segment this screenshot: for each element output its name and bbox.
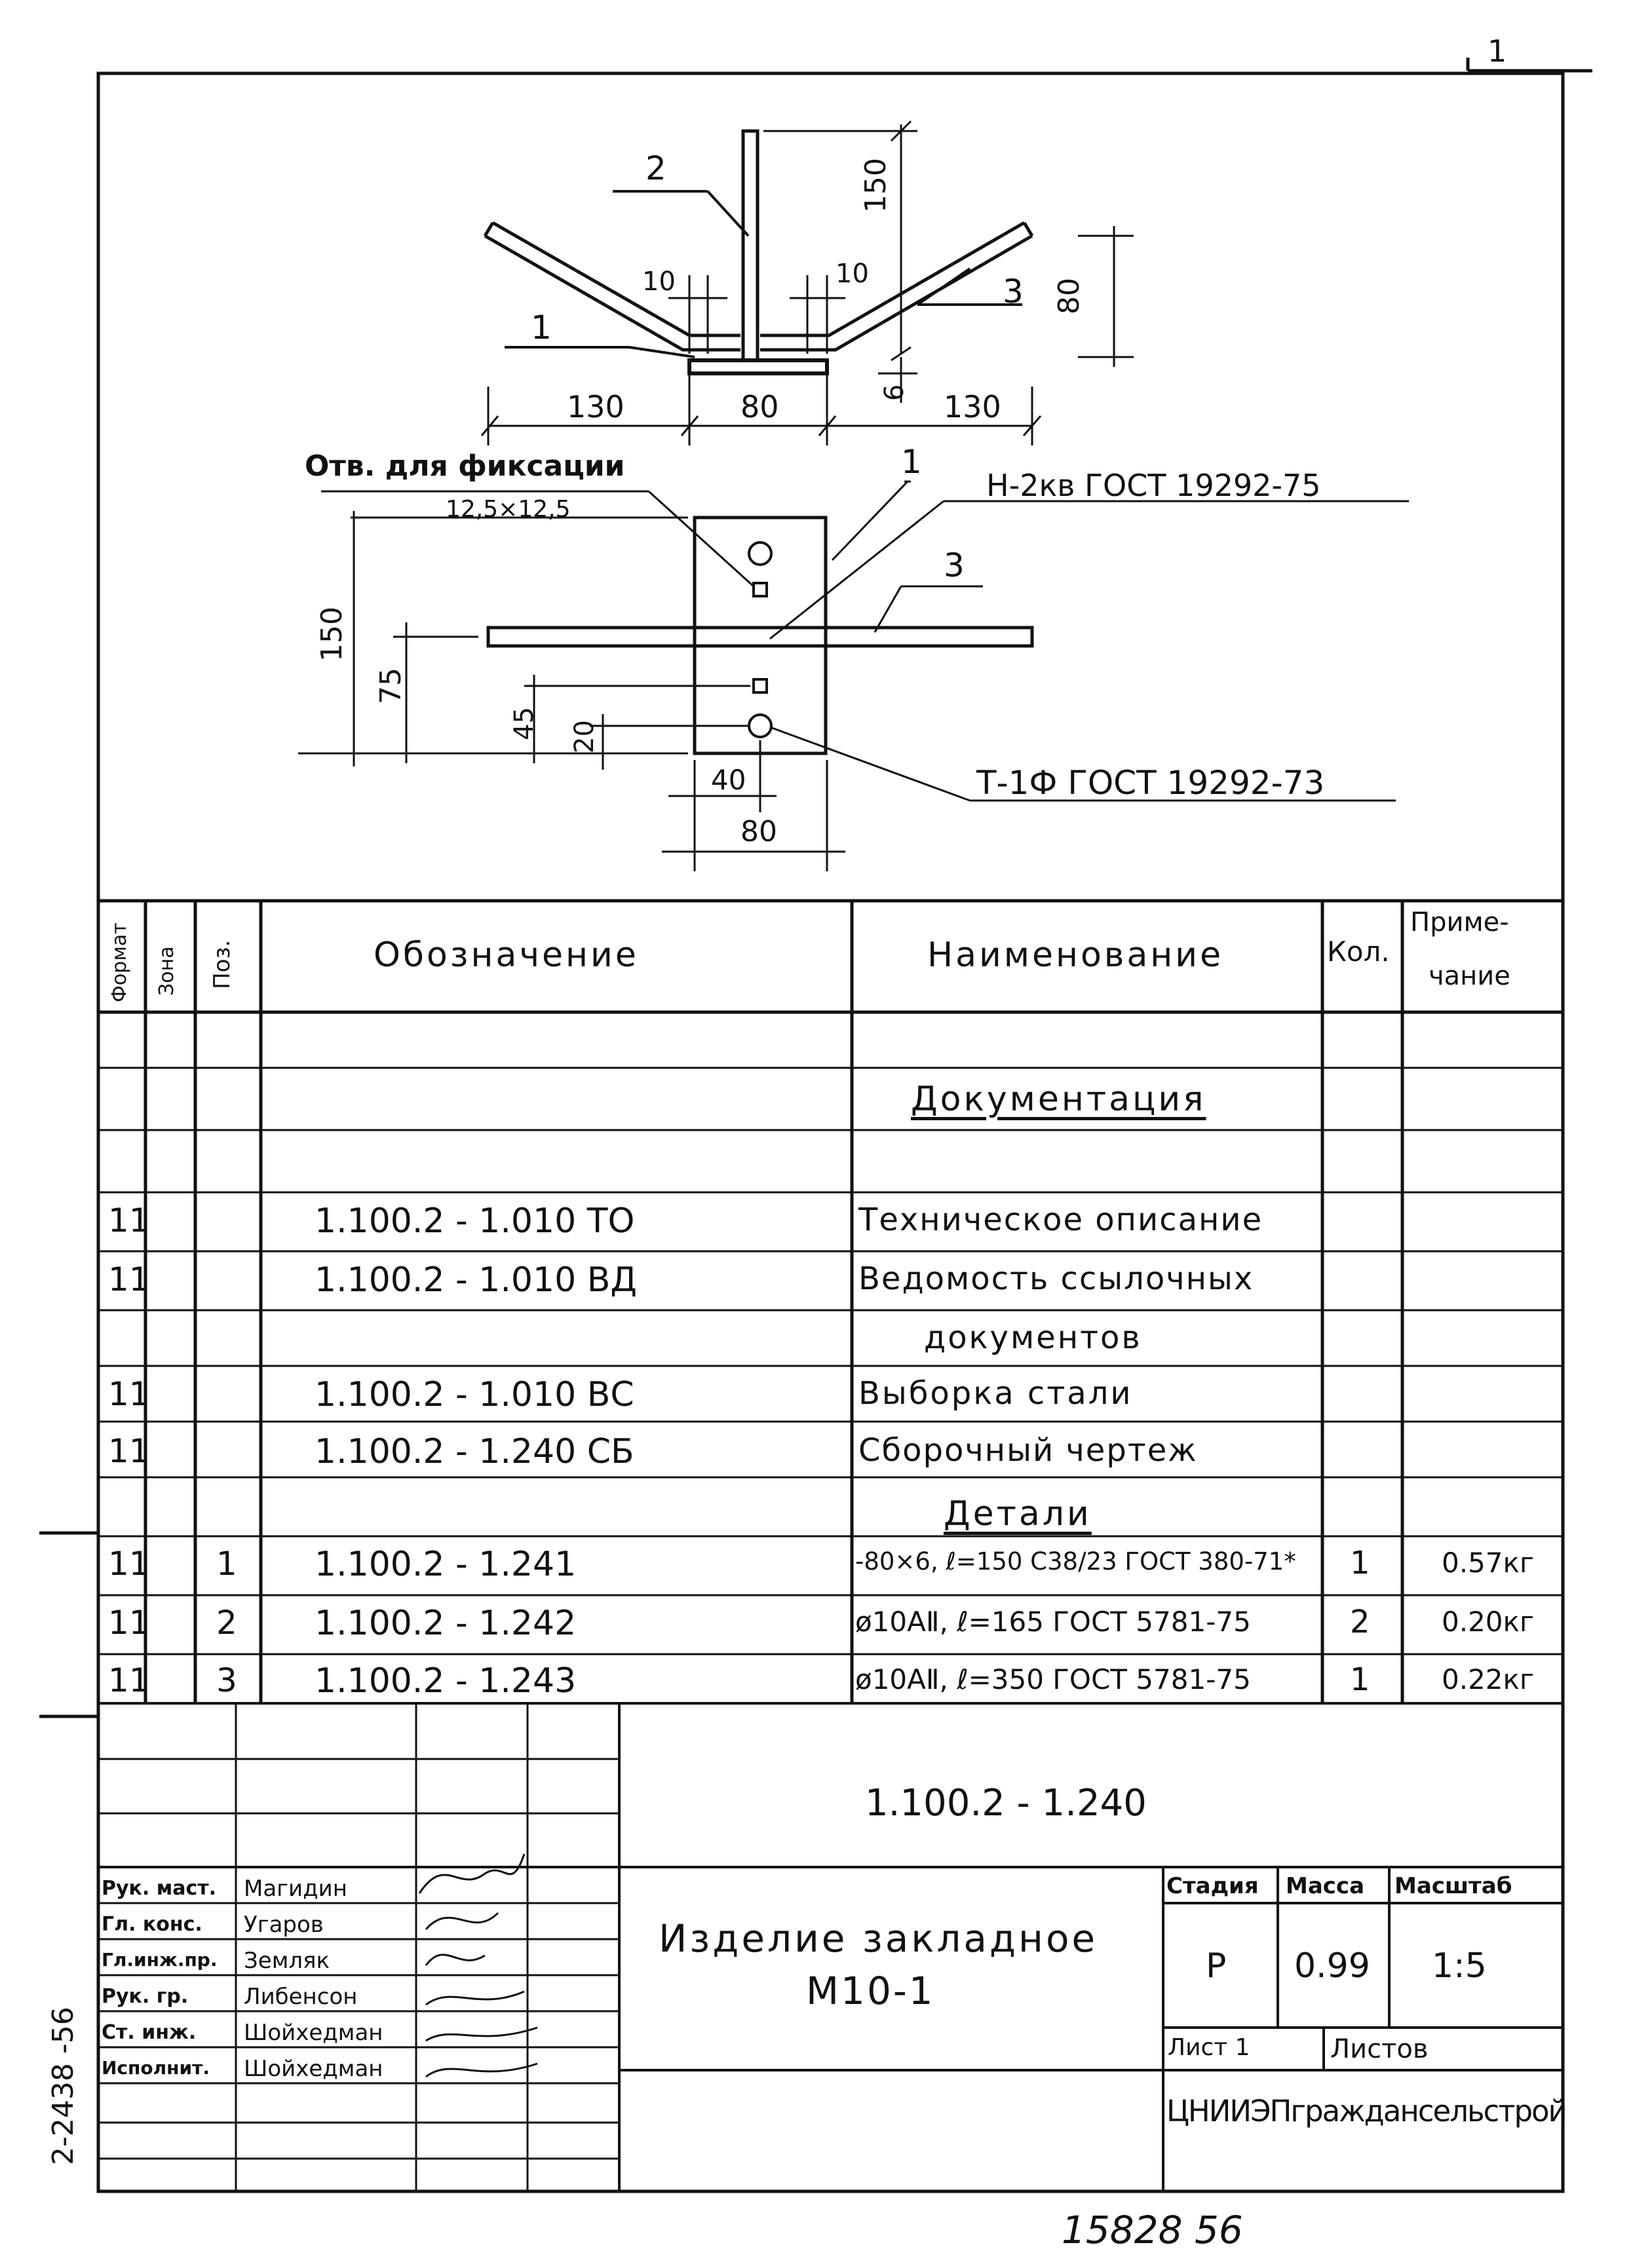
elev-dim-80-bottom: 80 — [740, 389, 779, 425]
row7-name: ø10АⅡ, ℓ=165 ГОСТ 5781-75 — [855, 1606, 1251, 1638]
organization: ЦНИИЭПграждансельстрой — [1166, 2094, 1566, 2128]
sig-name-1: Магидин — [244, 1876, 347, 1902]
header-name: Наименование — [927, 936, 1224, 975]
elev-dim-10-right: 10 — [836, 259, 869, 289]
plan-pos3-label: 3 — [944, 546, 965, 584]
title-line2: М10-1 — [806, 1969, 935, 2013]
plan-dim-75: 75 — [374, 668, 408, 704]
row3-name: документов — [924, 1319, 1142, 1356]
row4-designation: 1.100.2 - 1.010 ВС — [315, 1375, 634, 1414]
row6-format: 11 — [108, 1545, 150, 1583]
row6-name: -80×6, ℓ=150 С38/23 ГОСТ 380-71* — [855, 1547, 1296, 1576]
row1-name: Техническое описание — [858, 1201, 1263, 1238]
row8-name: ø10АⅡ, ℓ=350 ГОСТ 5781-75 — [855, 1663, 1251, 1695]
header-note-line1: Приме- — [1410, 907, 1509, 937]
mass-value: 0.99 — [1294, 1946, 1370, 1986]
sig-role-6: Исполнит. — [102, 2057, 210, 2079]
header-pos: Поз. — [209, 939, 235, 989]
elev-pos2-label: 2 — [645, 149, 666, 187]
plan-weld-top: Н-2кв ГОСТ 19292-75 — [986, 468, 1321, 503]
row8-format: 11 — [108, 1661, 150, 1699]
sig-name-6: Шойхедман — [244, 2056, 383, 2082]
sheet-label: Лист 1 — [1168, 2034, 1250, 2061]
plan-dim-45: 45 — [509, 707, 539, 740]
header-zone: Зона — [155, 946, 178, 996]
row7-format: 11 — [108, 1604, 150, 1642]
section-documentation: Документация — [911, 1080, 1206, 1119]
elev-dim-10-left: 10 — [642, 267, 676, 297]
row8-pos: 3 — [216, 1661, 237, 1699]
footer-handwritten: 15828 56 — [1062, 2208, 1243, 2252]
side-stamp: 2-2438 -56 — [47, 2007, 80, 2165]
plan-dim-40: 40 — [711, 764, 746, 796]
elev-dim-130-right: 130 — [944, 389, 1001, 425]
sig-role-5: Ст. инж. — [102, 2021, 197, 2044]
sig-role-3: Гл.инж.пр. — [102, 1949, 218, 1971]
sig-role-4: Рук. гр. — [102, 1985, 189, 2008]
plan-hole-note: Отв. для фиксации — [305, 449, 625, 483]
plan-dim-150: 150 — [315, 607, 349, 662]
bar-pos2 — [743, 131, 758, 360]
scale-value: 1:5 — [1432, 1946, 1487, 1986]
row2-designation: 1.100.2 - 1.010 ВД — [315, 1260, 637, 1300]
sig-role-2: Гл. конс. — [102, 1913, 202, 1936]
plate-plan — [695, 518, 826, 753]
elev-pos1-label: 1 — [531, 309, 552, 347]
mass-label: Масса — [1286, 1873, 1365, 1899]
elev-dim-80: 80 — [1052, 278, 1086, 314]
row7-designation: 1.100.2 - 1.242 — [315, 1604, 577, 1643]
row4-name: Выборка стали — [858, 1375, 1133, 1412]
row7-qty: 2 — [1350, 1604, 1370, 1640]
plan-dim-20: 20 — [569, 720, 600, 753]
sig-name-4: Либенсон — [244, 1984, 358, 2010]
header-qty: Кол. — [1327, 936, 1390, 968]
row7-note: 0.20кг — [1442, 1606, 1534, 1638]
row5-designation: 1.100.2 - 1.240 СБ — [315, 1432, 634, 1471]
row1-format: 11 — [108, 1201, 150, 1239]
bar-plan — [488, 628, 1032, 646]
elev-dim-6: 6 — [879, 384, 910, 401]
row2-format: 11 — [108, 1260, 150, 1298]
header-format: Формат — [108, 922, 131, 1002]
title-line1: Изделие закладное — [659, 1916, 1098, 1961]
plan-pos1-label: 1 — [901, 443, 922, 481]
plan-weld-bottom: Т-1Ф ГОСТ 19292-73 — [976, 764, 1325, 802]
hole-bottom — [749, 715, 771, 737]
signatures — [419, 1854, 537, 2077]
row5-name: Сборочный чертеж — [858, 1432, 1198, 1469]
row6-designation: 1.100.2 - 1.241 — [315, 1545, 577, 1584]
scale-label: Масштаб — [1394, 1873, 1512, 1899]
row4-format: 11 — [108, 1375, 150, 1413]
elev-dim-130-left: 130 — [567, 389, 624, 425]
hole-top — [749, 542, 771, 565]
bent-bar-right — [760, 236, 1032, 350]
spec-table-grid — [39, 901, 1563, 1716]
section-details: Детали — [944, 1494, 1092, 1534]
elev-pos3-label: 3 — [1003, 273, 1024, 311]
sig-name-2: Угаров — [244, 1912, 324, 1938]
plan-view — [298, 482, 1409, 871]
row8-designation: 1.100.2 - 1.243 — [315, 1661, 577, 1701]
stage-label: Стадия — [1166, 1873, 1259, 1899]
sig-name-5: Шойхедман — [244, 2020, 383, 2046]
sig-name-3: Земляк — [244, 1948, 330, 1974]
row2-name: Ведомость ссылочных — [858, 1260, 1254, 1297]
document-code: 1.100.2 - 1.240 — [865, 1782, 1147, 1824]
sig-role-1: Рук. маст. — [102, 1877, 217, 1900]
page-number: 1 — [1488, 33, 1507, 69]
plan-dim-80: 80 — [740, 815, 777, 848]
row7-pos: 2 — [216, 1604, 237, 1642]
plan-hole-size: 12,5×12,5 — [446, 496, 571, 523]
header-designation: Обозначение — [374, 936, 639, 975]
sheets-label: Листов — [1330, 2034, 1429, 2064]
row8-qty: 1 — [1350, 1661, 1370, 1698]
plate-pos1 — [689, 360, 827, 373]
row6-qty: 1 — [1350, 1545, 1370, 1581]
elev-dim-150: 150 — [859, 158, 893, 213]
row6-pos: 1 — [216, 1545, 237, 1583]
header-note-line2: чание — [1429, 961, 1510, 991]
stage-value: Р — [1206, 1946, 1227, 1986]
row6-note: 0.57кг — [1442, 1547, 1534, 1579]
row8-note: 0.22кг — [1442, 1663, 1534, 1695]
row5-format: 11 — [108, 1432, 150, 1470]
row1-designation: 1.100.2 - 1.010 ТО — [315, 1201, 635, 1241]
